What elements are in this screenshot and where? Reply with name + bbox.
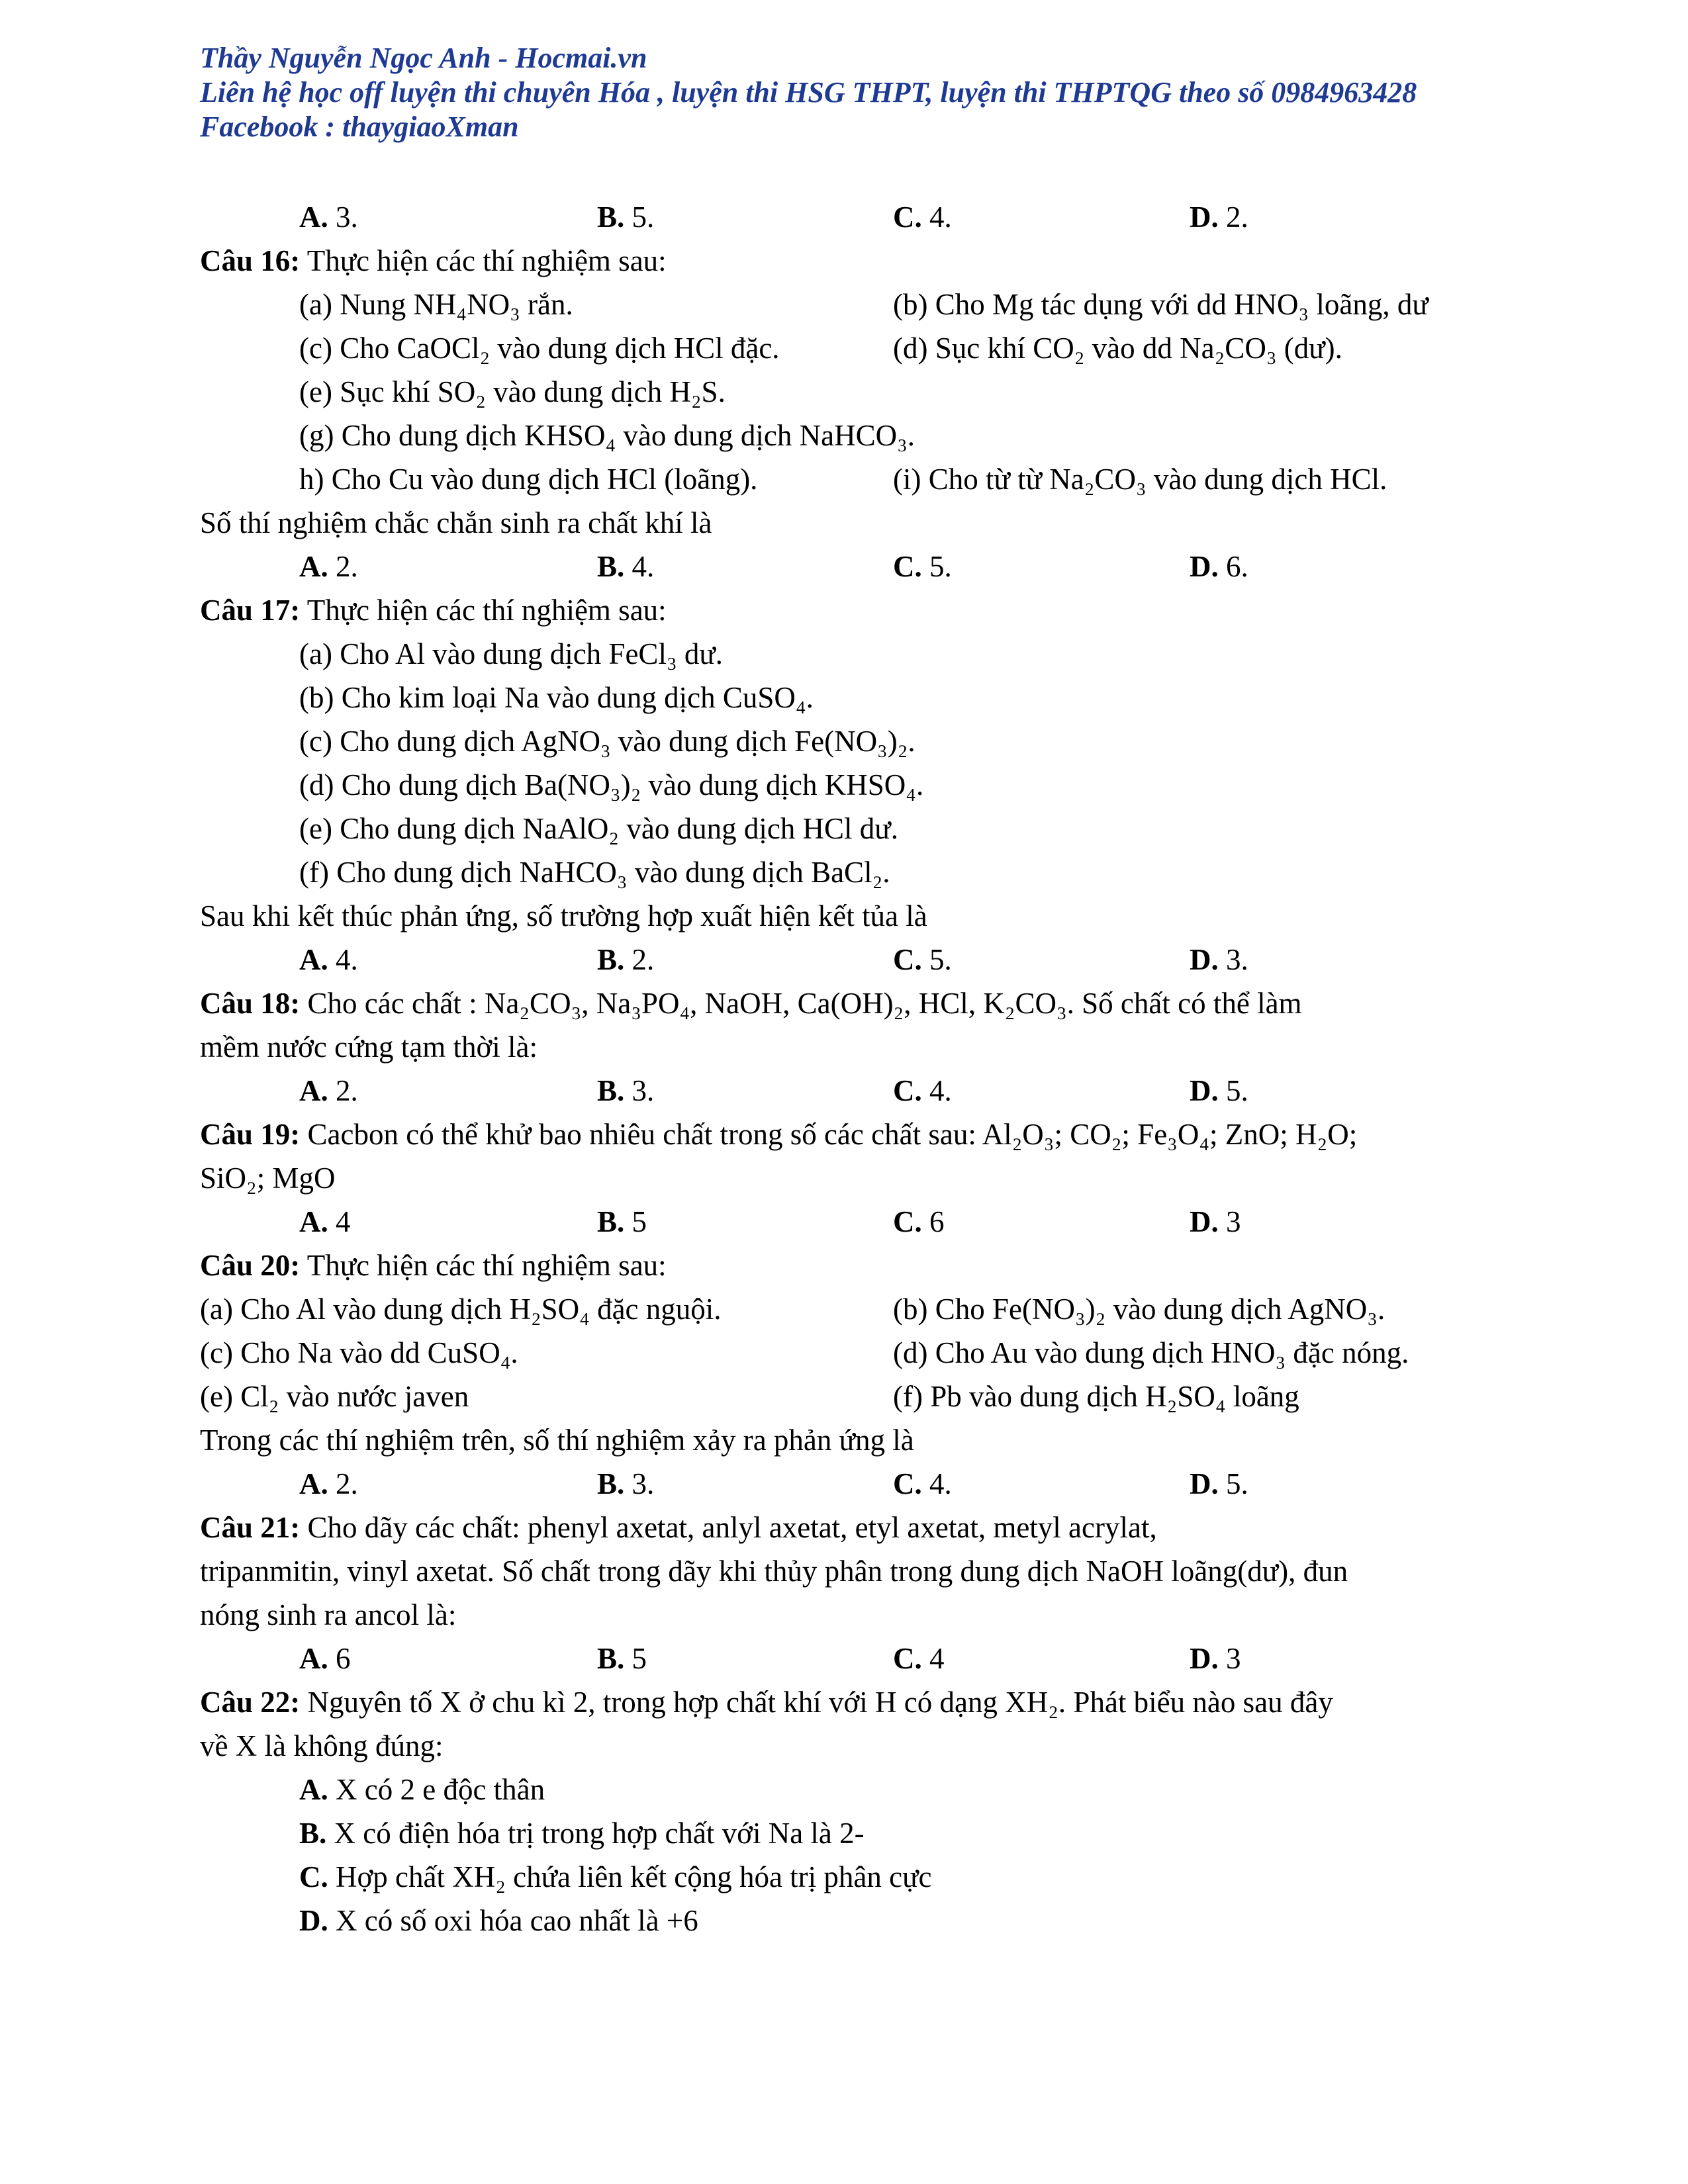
q20-option-c: C. 4.	[893, 1467, 952, 1500]
q20-item-e: (e) Cl₂ vào nước javen	[200, 1380, 469, 1413]
q22-stem: Câu 22: Nguyên tố X ở chu kì 2, trong hợp chất khí với H có dạng XH₂. Phát biểu nào sau đây	[200, 1686, 1333, 1719]
q20-item-d: (d) Cho Au vào dung dịch HNO₃ đặc nóng.	[893, 1336, 1409, 1369]
header-contact: Liên hệ học off luyện thi chuyên Hóa , luyện thi HSG THPT, luyện thi THPTQG theo số 0984963428	[200, 76, 1417, 109]
q16-option-c: C. 5.	[893, 550, 952, 583]
q15-option-c: C. 4.	[893, 201, 952, 234]
q21-stem-end: nóng sinh ra ancol là:	[200, 1598, 457, 1631]
q22-stem-cont: về X là không đúng:	[200, 1729, 444, 1762]
q16-option-a: A. 2.	[299, 550, 358, 583]
q20-item-a: (a) Cho Al vào dung dịch H₂SO₄ đặc nguội.	[200, 1293, 722, 1326]
q16-question: Số thí nghiệm chắc chắn sinh ra chất khí là	[200, 506, 712, 539]
q16-item-i: (i) Cho từ từ Na₂CO₃ vào dung dịch HCl.	[893, 463, 1387, 496]
q17-option-b: B. 2.	[597, 943, 655, 976]
q16-item-c: (c) Cho CaOCl₂ vào dung dịch HCl đặc.	[299, 332, 780, 365]
q17-item-e: (e) Cho dung dịch NaAlO₂ vào dung dịch HCl dư.	[299, 812, 898, 845]
q21-option-c: C. 4	[893, 1642, 945, 1675]
q21-option-d: D. 3	[1190, 1642, 1241, 1675]
q17-option-d: D. 3.	[1190, 943, 1248, 976]
q18-stem-cont: mềm nước cứng tạm thời là:	[200, 1030, 538, 1064]
q20-option-a: A. 2.	[299, 1467, 358, 1500]
q16-item-e: (e) Sục khí SO₂ vào dung dịch H₂S.	[299, 375, 726, 408]
q20-option-b: B. 3.	[597, 1467, 655, 1500]
q21-stem-cont: tripanmitin, vinyl axetat. Số chất trong dãy khi thủy phân trong dung dịch NaOH loãng(dư), đun	[200, 1555, 1348, 1588]
q17-option-a: A. 4.	[299, 943, 358, 976]
q18-option-a: A. 2.	[299, 1074, 358, 1107]
q18-stem: Câu 18: Cho các chất : Na₂CO₃, Na₃PO₄, NaOH, Ca(OH)₂, HCl, K₂CO₃. Số chất có thể làm	[200, 987, 1302, 1020]
q16-item-d: (d) Sục khí CO₂ vào dd Na₂CO₃ (dư).	[893, 332, 1342, 365]
q15-option-d: D. 2.	[1190, 201, 1248, 234]
q16-option-b: B. 4.	[597, 550, 655, 583]
q19-option-c: C. 6	[893, 1205, 945, 1238]
q18-option-c: C. 4.	[893, 1074, 952, 1107]
q16-item-h: h) Cho Cu vào dung dịch HCl (loãng).	[299, 463, 758, 496]
q18-option-d: D. 5.	[1190, 1074, 1248, 1107]
q15-option-b: B. 5.	[597, 201, 655, 234]
q15-option-a: A. 3.	[299, 201, 358, 234]
q19-option-d: D. 3	[1190, 1205, 1241, 1238]
q19-stem: Câu 19: Cacbon có thể khử bao nhiêu chất trong số các chất sau: Al₂O₃; CO₂; Fe₃O₄; ZnO; H₂O;	[200, 1118, 1358, 1151]
q20-stem: Câu 20: Thực hiện các thí nghiệm sau:	[200, 1249, 667, 1282]
q19-option-b: B. 5	[597, 1205, 647, 1238]
q17-stem: Câu 17: Thực hiện các thí nghiệm sau:	[200, 594, 667, 627]
q20-option-d: D. 5.	[1190, 1467, 1248, 1500]
q18-option-b: B. 3.	[597, 1074, 655, 1107]
q16-item-a: (a) Nung NH₄NO₃ rắn.	[299, 288, 573, 321]
header-author: Thầy Nguyễn Ngọc Anh - Hocmai.vn	[200, 42, 647, 74]
q20-item-b: (b) Cho Fe(NO₃)₂ vào dung dịch AgNO₃.	[893, 1293, 1385, 1326]
q22-option-a: A. X có 2 e độc thân	[299, 1773, 545, 1806]
header-facebook: Facebook : thaygiaoXman	[200, 111, 519, 143]
q17-item-a: (a) Cho Al vào dung dịch FeCl₃ dư.	[299, 637, 724, 670]
q21-stem: Câu 21: Cho dãy các chất: phenyl axetat, anlyl axetat, etyl axetat, metyl acrylat,	[200, 1511, 1157, 1544]
q17-question: Sau khi kết thúc phản ứng, số trường hợp xuất hiện kết tủa là	[200, 899, 927, 933]
q20-item-f: (f) Pb vào dung dịch H₂SO₄ loãng	[893, 1380, 1299, 1413]
q16-option-d: D. 6.	[1190, 550, 1248, 583]
q19-stem-cont: SiO₂; MgO	[200, 1161, 336, 1195]
q22-option-c: C. Hợp chất XH₂ chứa liên kết cộng hóa trị phân cực	[299, 1860, 932, 1893]
q22-option-d: D. X có số oxi hóa cao nhất là +6	[299, 1904, 698, 1937]
q21-option-b: B. 5	[597, 1642, 647, 1675]
q17-item-d: (d) Cho dung dịch Ba(NO₃)₂ vào dung dịch KHSO₄.	[299, 768, 924, 801]
q19-option-a: A. 4	[299, 1205, 351, 1238]
q21-option-a: A. 6	[299, 1642, 351, 1675]
q17-option-c: C. 5.	[893, 943, 952, 976]
q17-item-b: (b) Cho kim loại Na vào dung dịch CuSO₄.	[299, 681, 814, 714]
q20-question: Trong các thí nghiệm trên, số thí nghiệm xảy ra phản ứng là	[200, 1424, 914, 1457]
q20-item-c: (c) Cho Na vào dd CuSO₄.	[200, 1336, 518, 1369]
q16-item-g: (g) Cho dung dịch KHSO₄ vào dung dịch NaHCO₃.	[299, 419, 915, 452]
q16-item-b: (b) Cho Mg tác dụng với dd HNO₃ loãng, dư	[893, 288, 1429, 321]
q16-stem: Câu 16: Thực hiện các thí nghiệm sau:	[200, 244, 667, 277]
q22-option-b: B. X có điện hóa trị trong hợp chất với Na là 2-	[299, 1817, 865, 1850]
q17-item-f: (f) Cho dung dịch NaHCO₃ vào dung dịch BaCl₂.	[299, 856, 890, 889]
q17-item-c: (c) Cho dung dịch AgNO₃ vào dung dịch Fe(NO₃)₂.	[299, 725, 915, 758]
